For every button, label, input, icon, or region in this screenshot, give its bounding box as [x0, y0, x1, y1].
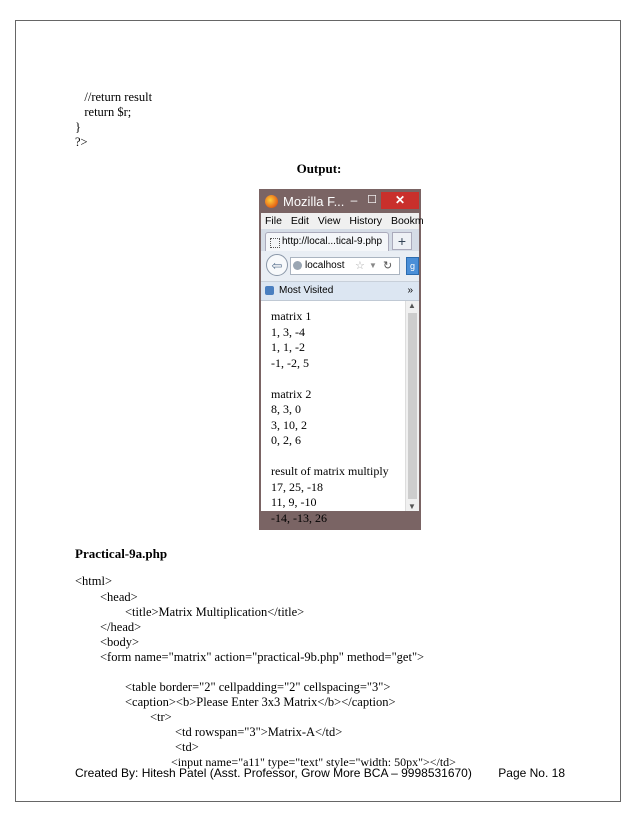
menu-view[interactable]: View	[317, 215, 341, 227]
navigation-bar	[261, 251, 419, 282]
menu-file[interactable]: File	[265, 215, 282, 227]
code-line: <td rowspan="3">Matrix-A</td>	[75, 725, 343, 739]
reload-icon[interactable]: ↻	[383, 260, 393, 272]
url-text: localhost	[305, 260, 345, 271]
menu-history[interactable]: History	[349, 215, 383, 227]
footer-credit: Created By: Hitesh Patel (Asst. Professor, Grow More BCA – 9998531670)	[75, 766, 472, 780]
vertical-scrollbar[interactable]	[405, 301, 419, 511]
maximize-button[interactable]: ☐	[367, 194, 377, 206]
page-icon	[270, 238, 280, 248]
output-line: 8, 3, 0	[271, 402, 301, 416]
code-line: <td>	[75, 740, 199, 754]
output-line: matrix 1	[271, 309, 312, 323]
code-line: <form name="matrix" action="practical-9b.php" method="get">	[75, 650, 425, 664]
code-line: return $r;	[75, 105, 132, 119]
code-line: <table border="2" cellpadding="2" cellspacing="3">	[75, 680, 391, 694]
code-line: //return result	[75, 90, 153, 104]
browser-titlebar	[261, 191, 419, 213]
output-line: matrix 2	[271, 386, 312, 401]
menu-bar	[261, 213, 424, 229]
output-heading: Output:	[296, 161, 342, 176]
window-title: Mozilla F...	[283, 194, 345, 209]
output-line: 0, 2, 6	[271, 433, 301, 447]
globe-icon	[293, 261, 302, 270]
output-line: 17, 25, -18	[271, 479, 323, 494]
back-button[interactable]: ⇦	[266, 254, 288, 276]
code-line: <tr>	[75, 710, 172, 724]
output-line: 11, 9, -10	[271, 495, 317, 509]
output-line: -14, -13, 26	[271, 510, 327, 525]
tab-bar	[261, 229, 419, 251]
minimize-button[interactable]: –	[350, 193, 358, 207]
bookmarks-bar	[261, 282, 419, 301]
scroll-up-arrow-icon[interactable]: ▲	[408, 301, 416, 310]
bookmarks-overflow-chevron[interactable]: »	[407, 285, 413, 296]
section-heading: Practical-9a.php	[75, 546, 168, 561]
bookmark-star-icon[interactable]: ☆	[355, 260, 365, 272]
page-number: Page No. 18	[498, 766, 565, 780]
page-content	[261, 301, 419, 525]
browser-window	[259, 189, 424, 530]
output-line: 3, 10, 2	[271, 417, 307, 432]
code-line: <caption><b>Please Enter 3x3 Matrix</b></caption>	[75, 695, 396, 709]
output-line	[271, 371, 389, 387]
code-line: <html>	[75, 574, 113, 588]
code-line: ?>	[75, 135, 88, 149]
code-line: <input name="a11" type="text" style="width: 50px"></td>	[75, 755, 456, 769]
new-tab-button[interactable]: +	[392, 232, 412, 250]
output-line: result of matrix multiply	[271, 464, 389, 478]
output-line: -1, -2, 5	[271, 355, 309, 370]
menu-bookmarks[interactable]: Bookm	[390, 215, 424, 227]
url-bar[interactable]	[290, 257, 400, 275]
code-line: }	[75, 120, 81, 134]
tab-active[interactable]	[265, 232, 389, 251]
code-line: </head>	[75, 620, 142, 634]
bookmarks-folder-icon	[265, 286, 274, 295]
scroll-down-arrow-icon[interactable]: ▼	[408, 502, 416, 511]
search-engine-icon[interactable]: g	[406, 257, 419, 275]
menu-edit[interactable]: Edit	[290, 215, 309, 227]
output-line: 1, 1, -2	[271, 340, 305, 354]
output-text	[271, 309, 389, 526]
code-line: <title>Matrix Multiplication</title>	[75, 605, 305, 619]
output-line	[271, 449, 389, 465]
tab-label: http://local...tical-9.php	[282, 236, 383, 247]
close-button[interactable]: ✕	[381, 192, 419, 209]
chevron-down-icon[interactable]: ▼	[369, 261, 377, 270]
bookmark-most-visited[interactable]: Most Visited	[279, 285, 334, 296]
code-line: <head>	[75, 590, 138, 604]
page-footer	[75, 766, 565, 780]
output-line: 1, 3, -4	[271, 324, 305, 339]
firefox-logo-icon	[265, 195, 278, 208]
scroll-thumb[interactable]	[408, 313, 417, 499]
code-line: <body>	[75, 635, 140, 649]
